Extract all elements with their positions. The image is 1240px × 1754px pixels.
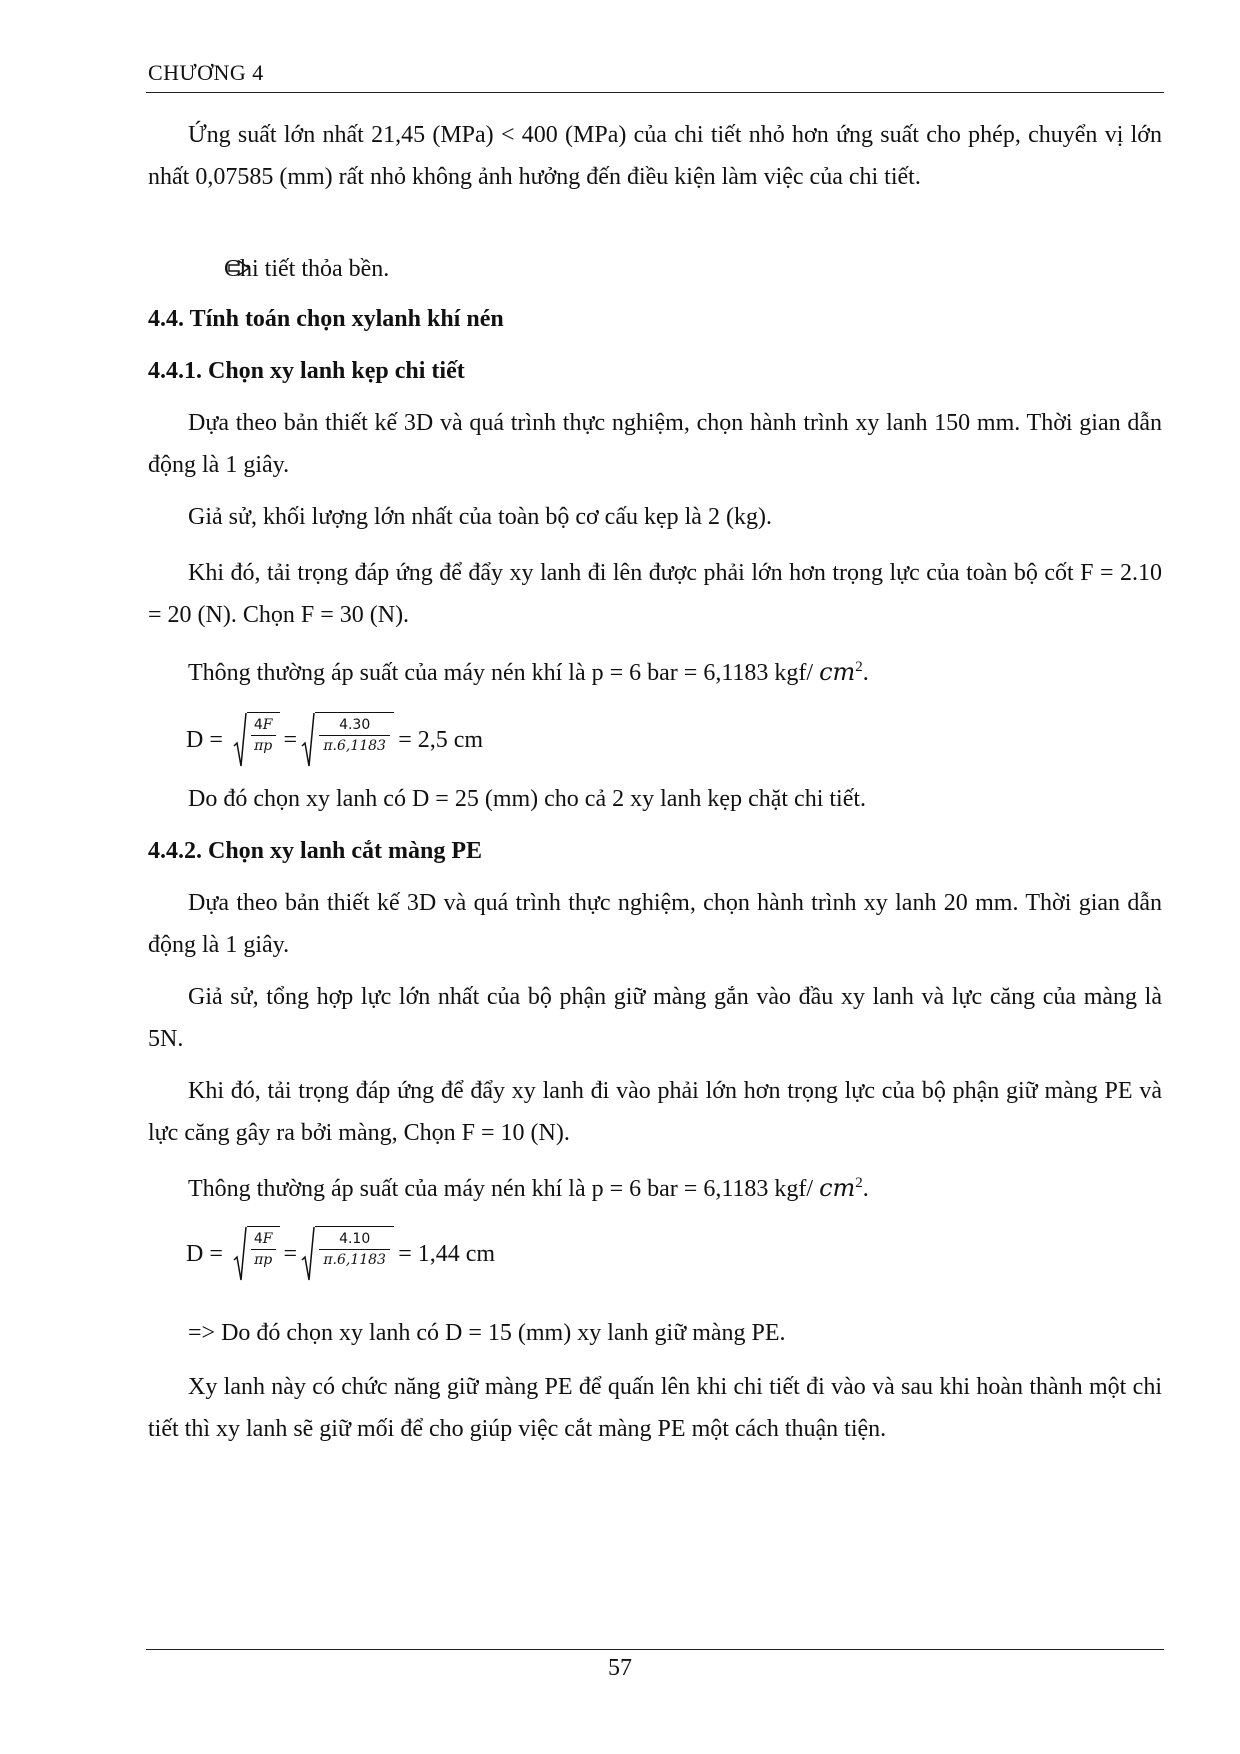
num-numerator: 4.10 — [319, 1229, 390, 1250]
num-denominator: π.6,1183 — [323, 1252, 386, 1268]
pressure-text: Thông thường áp suất của máy nén khí là p = 6 bar = 6,1183 kgf/ — [188, 660, 820, 686]
paragraph-stress-result: Ứng suất lớn nhất 21,45 (MPa) < 400 (MPa) của chi tiết nhỏ hơn ứng suất cho phép, chuyển vị lớn nhất 0,07585 (mm) rất nhỏ không ảnh hưởng đến điều kiện làm việc của chi tiết. — [148, 122, 1162, 190]
frac-den: πp — [254, 738, 273, 754]
unit-cm: cm — [819, 1174, 856, 1202]
chapter-header: CHƯƠNG 4 — [148, 60, 264, 85]
unit-exponent: 2 — [855, 1175, 863, 1191]
right-arrow-icon — [188, 248, 210, 290]
sqrt-symbolic — [233, 712, 280, 768]
eq-equals: = — [283, 1240, 298, 1267]
paragraph-pressure-2: Thông thường áp suất của máy nén khí là p = 6 bar = 6,1183 kgf/ $cm^2$. — [188, 1174, 869, 1202]
conclusion-text: Chi tiết thỏa bền. — [224, 256, 390, 282]
pressure-text: Thông thường áp suất của máy nén khí là p = 6 bar = 6,1183 kgf/ — [188, 1176, 820, 1202]
paragraph-load-10n: Khi đó, tải trọng đáp ứng để đẩy xy lanh đi vào phải lớn hơn trọng lực của bộ phận giữ màng PE và lực căng gây ra bởi màng, Chọn F = 10 (N). — [148, 1078, 1162, 1146]
frac-num-coef: 4 — [253, 717, 263, 733]
eq-lhs: D = — [186, 726, 229, 753]
paragraph-load-30n: Khi đó, tải trọng đáp ứng để đẩy xy lanh đi lên được phải lớn hơn trọng lực của toàn bộ cốt F = 2.10 = 20 (N). Chọn F = 30 (N). — [148, 560, 1162, 628]
eq-result: = 2,5 cm — [398, 726, 484, 753]
num-denominator: π.6,1183 — [323, 738, 386, 754]
paragraph-cylinder-function: Xy lanh này có chức năng giữ màng PE để quấn lên khi chi tiết đi vào và sau khi hoàn thành một chi tiết thì xy lanh sẽ giữ mối để cho giúp việc cắt màng PE một cách thuận tiện. — [148, 1374, 1162, 1442]
unit-exponent: 2 — [855, 659, 863, 675]
eq-lhs: D = — [186, 1240, 229, 1267]
paragraph-choose-d15: => Do đó chọn xy lanh có D = 15 (mm) xy lanh giữ màng PE. — [188, 1320, 786, 1346]
frac-num-coef: 4 — [253, 1231, 263, 1247]
paragraph-stroke-150: Dựa theo bản thiết kế 3D và quá trình thực nghiệm, chọn hành trình xy lanh 150 mm. Thời gian dẫn động là 1 giây. — [148, 410, 1162, 478]
sqrt-numeric — [301, 1226, 394, 1282]
sqrt-symbolic — [233, 1226, 280, 1282]
sqrt-numeric — [301, 712, 394, 768]
frac-num-var: F — [262, 717, 273, 733]
eq-result: = 1,44 cm — [398, 1240, 496, 1267]
frac-den: πp — [254, 1252, 273, 1268]
eq-equals: = — [283, 726, 298, 753]
section-heading-4-4-1: 4.4.1. Chọn xy lanh kẹp chi tiết — [148, 358, 465, 384]
footer-rule — [146, 1649, 1164, 1650]
section-heading-4-4: 4.4. Tính toán chọn xylanh khí nén — [148, 306, 504, 332]
unit-cm: cm — [819, 658, 856, 686]
page-number: 57 — [608, 1655, 632, 1681]
paragraph-choose-d25: Do đó chọn xy lanh có D = 25 (mm) cho cả 2 xy lanh kẹp chặt chi tiết. — [188, 786, 867, 812]
equation-diameter-2 — [186, 1216, 495, 1292]
paragraph-mass: Giả sử, khối lượng lớn nhất của toàn bộ cơ cấu kẹp là 2 (kg). — [188, 504, 772, 530]
equation-diameter-1 — [186, 702, 483, 778]
conclusion-line — [148, 248, 1162, 290]
num-numerator: 4.30 — [319, 715, 390, 736]
header-rule — [146, 92, 1164, 93]
frac-num-var: F — [262, 1231, 273, 1247]
paragraph-force-5n: Giả sử, tổng hợp lực lớn nhất của bộ phận giữ màng gắn vào đầu xy lanh và lực căng của màng là 5N. — [148, 984, 1162, 1052]
paragraph-stroke-20: Dựa theo bản thiết kế 3D và quá trình thực nghiệm, chọn hành trình xy lanh 20 mm. Thời gian dẫn động là 1 giây. — [148, 890, 1162, 958]
paragraph-pressure-1: Thông thường áp suất của máy nén khí là p = 6 bar = 6,1183 kgf/ $cm^2$. — [188, 658, 869, 686]
section-heading-4-4-2: 4.4.2. Chọn xy lanh cắt màng PE — [148, 838, 483, 864]
